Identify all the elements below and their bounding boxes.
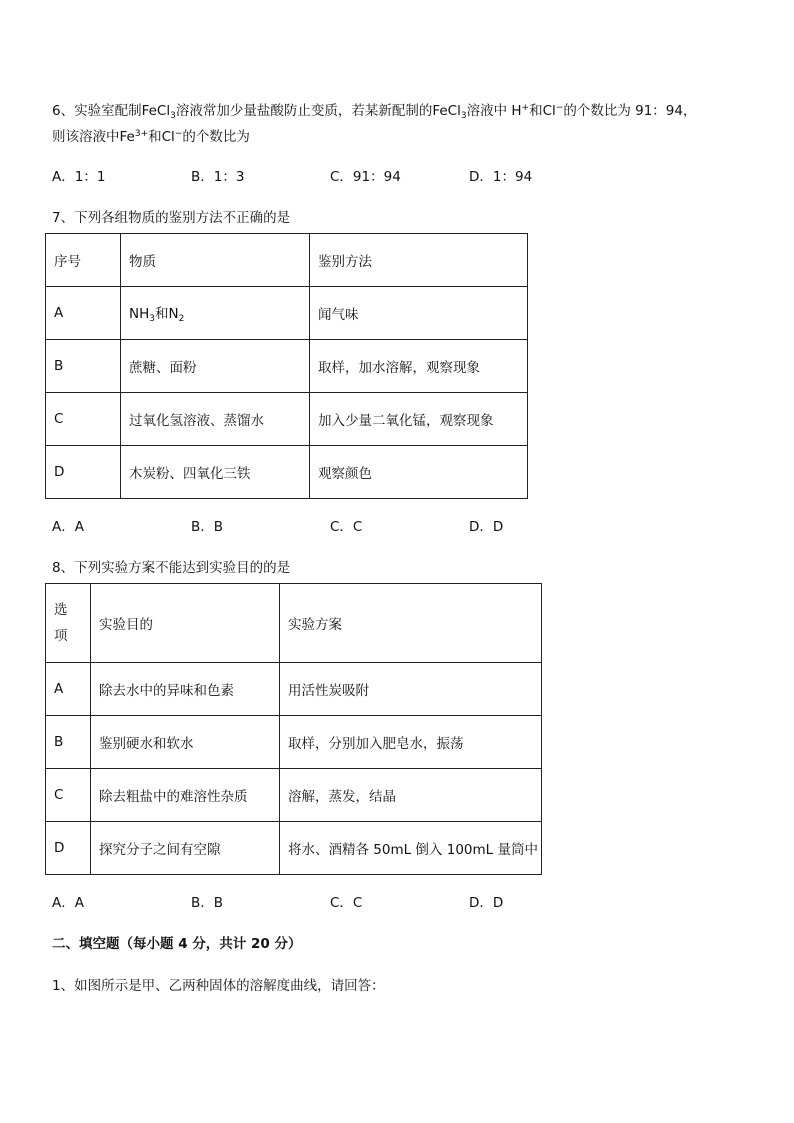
table-row — [46, 663, 542, 716]
formula-fecl3-2: FeCl$_3$ — [432, 103, 467, 121]
method-cell: 加入少量二氧化锰，观察现象 — [310, 393, 528, 446]
method-cell: 闻气味 — [310, 287, 528, 340]
q7-option-d[interactable]: D．D — [469, 519, 504, 535]
q6-text-a: 6、实验室配制 — [52, 103, 142, 119]
row-label: D — [46, 446, 121, 499]
table-row — [46, 287, 528, 340]
header-cell: 物质 — [121, 234, 310, 287]
substance-cell: $NH_3$和$N_2$ — [121, 287, 310, 340]
q6-text-d: 的个数比为 91：94， — [563, 103, 697, 119]
plan-cell: 用活性炭吸附 — [280, 663, 542, 716]
row-label: A — [46, 287, 121, 340]
row-label: B — [46, 716, 91, 769]
q6-option-d[interactable]: D．1：94 — [469, 169, 533, 185]
table-row — [46, 393, 528, 446]
q7-table — [45, 233, 528, 499]
header-cell: 实验方案 — [280, 584, 542, 663]
plan-cell: 将水、酒精各 50mL 倒入 100mL 量筒中 — [280, 822, 542, 875]
header-cell: 鉴别方法 — [310, 234, 528, 287]
q6-line2 — [52, 124, 250, 147]
q6-text-f: 的个数比为 — [182, 129, 250, 145]
goal-cell: 除去水中的异味和色素 — [91, 663, 280, 716]
q6-and: 和 — [529, 103, 543, 119]
row-label: A — [46, 663, 91, 716]
plan-cell: 取样，分别加入肥皂水，振荡 — [280, 716, 542, 769]
header-cell: 实验目的 — [91, 584, 280, 663]
goal-cell: 鉴别硬水和软水 — [91, 716, 280, 769]
ion-h: H+ — [511, 103, 530, 119]
q6-text-e: 则该溶液中 — [52, 129, 120, 145]
ion-cl-2: Cl− — [161, 129, 183, 145]
q8-option-a[interactable]: A．A — [52, 895, 84, 911]
method-cell: 观察颜色 — [310, 446, 528, 499]
row-label: B — [46, 340, 121, 393]
formula-fecl3: FeCl$_3$ — [141, 103, 176, 121]
goal-cell: 探究分子之间有空隙 — [91, 822, 280, 875]
method-cell: 取样，加水溶解，观察现象 — [310, 340, 528, 393]
q8-option-d[interactable]: D．D — [469, 895, 504, 911]
header-cell: 选 项 — [46, 584, 91, 663]
q7-option-a[interactable]: A．A — [52, 519, 84, 535]
header-cell: 序号 — [46, 234, 121, 287]
q6-option-b[interactable]: B．1：3 — [191, 169, 245, 185]
q6-text-b: 溶液常加少量盐酸防止变质，若某新配制的 — [175, 103, 433, 119]
row-label: C — [46, 393, 121, 446]
q6-text-c: 溶液中 — [466, 103, 508, 119]
ion-cl: Cl− — [542, 103, 564, 119]
q8-table — [45, 583, 542, 875]
fill-q1-text: 1、如图所示是甲、乙两种固体的溶解度曲线，请回答： — [52, 978, 385, 994]
q6-option-a[interactable]: A．1：1 — [52, 169, 106, 185]
table-header-row — [46, 234, 528, 287]
plan-cell: 溶解，蒸发，结晶 — [280, 769, 542, 822]
q8-title: 8、下列实验方案不能达到实验目的的是 — [52, 560, 291, 576]
substance-cell: 木炭粉、四氧化三铁 — [121, 446, 310, 499]
row-label: C — [46, 769, 91, 822]
row-label: D — [46, 822, 91, 875]
table-row — [46, 446, 528, 499]
q7-option-c[interactable]: C．C — [330, 519, 363, 535]
table-row — [46, 769, 542, 822]
table-row — [46, 716, 542, 769]
section-heading: 二、填空题（每小题 4 分，共计 20 分） — [52, 936, 302, 952]
table-header-row — [46, 584, 542, 663]
q8-options — [52, 893, 752, 913]
table-row — [46, 340, 528, 393]
goal-cell: 除去粗盐中的难溶性杂质 — [91, 769, 280, 822]
q7-title: 7、下列各组物质的鉴别方法不正确的是 — [52, 210, 291, 226]
q6-and-2: 和 — [148, 129, 162, 145]
q6-line1 — [52, 98, 696, 126]
q8-option-c[interactable]: C．C — [330, 895, 363, 911]
ion-fe: $Fe^{3+}$ — [119, 129, 149, 145]
q7-options — [52, 517, 752, 537]
q6-options — [52, 167, 752, 187]
substance-cell: 过氧化氢溶液、蒸馏水 — [121, 393, 310, 446]
substance-cell: 蔗糖、面粉 — [121, 340, 310, 393]
q7-option-b[interactable]: B．B — [191, 519, 224, 535]
q6-option-c[interactable]: C．91：94 — [330, 169, 401, 185]
table-row — [46, 822, 542, 875]
q8-option-b[interactable]: B．B — [191, 895, 224, 911]
